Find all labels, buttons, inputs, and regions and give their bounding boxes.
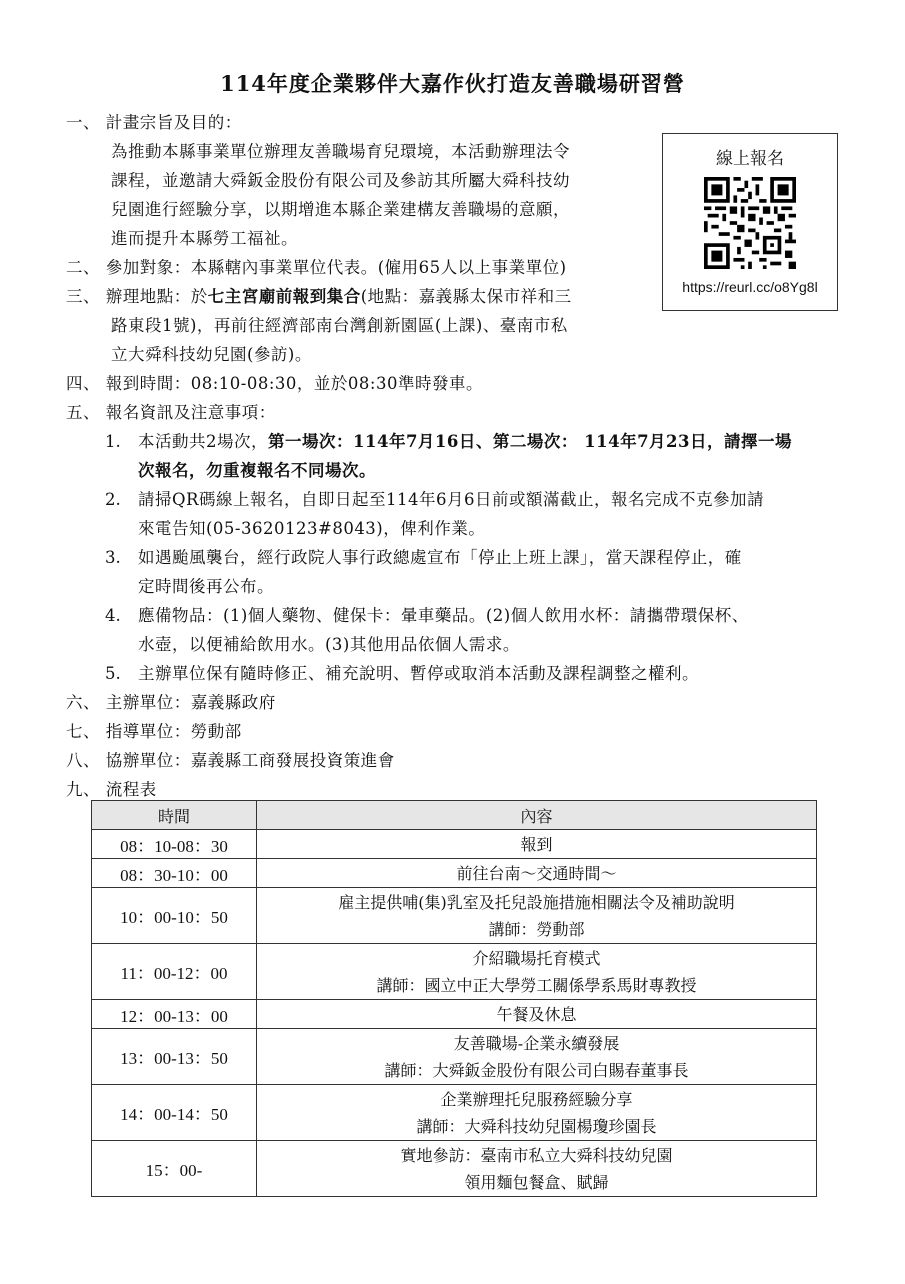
schedule-table — [91, 800, 817, 1197]
schedule-content-line: 午餐及休息 — [496, 1004, 577, 1024]
section-1-text-line: 為推動本縣事業單位辦理友善職場育兒環境，本活動辦理法令 — [111, 142, 570, 161]
section-1-text-line: 進而提升本縣勞工福祉。 — [111, 229, 298, 248]
item-number: 1. — [105, 432, 121, 451]
schedule-content-line: 介紹職場托育模式 — [472, 948, 601, 968]
table-row — [92, 1000, 817, 1029]
header-time: 時間 — [92, 801, 257, 830]
schedule-content-line: 實地參訪：臺南市私立大舜科技幼兒園 — [400, 1145, 673, 1165]
schedule-content — [257, 1141, 817, 1197]
registration-url[interactable]: https://reurl.cc/o8Yg8l — [682, 279, 818, 295]
schedule-speaker-line: 領用麵包餐盒、賦歸 — [464, 1172, 609, 1192]
table-row — [92, 830, 817, 859]
qr-code-icon[interactable] — [704, 177, 796, 269]
item-number: 5. — [105, 664, 121, 683]
schedule-time: 11：00-12：00 — [92, 944, 257, 1000]
section-8-co-organizer: 八、 協辦單位：嘉義縣工商發展投資策進會 — [66, 751, 395, 770]
section-3-location — [66, 282, 572, 311]
item-4-line2: 水壺，以便補給飲用水。(3)其他用品依個人需求。 — [138, 635, 520, 654]
item-3-line: 如遇颱風襲台，經行政院人事行政總處宣布「停止上班上課」，當天課程停止，確 — [138, 548, 742, 567]
schedule-content — [257, 830, 817, 859]
schedule-time: 08：30-10：00 — [92, 859, 257, 888]
section-3-text-line: 路東段1號)，再前往經濟部南台灣創新園區(上課)、臺南市私 — [111, 316, 568, 335]
section-9-heading: 九、 流程表 — [66, 780, 157, 799]
section-1-heading: 一、 計畫宗旨及目的： — [66, 113, 242, 132]
item-2-line2: 來電告知(05-3620123#8043)，俾利作業。 — [138, 519, 486, 538]
location-prefix: 三、 辦理地點：於 — [66, 287, 208, 306]
table-row — [92, 1085, 817, 1141]
schedule-content-line: 雇主提供哺(集)乳室及托兒設施措施相關法令及補助說明 — [338, 892, 735, 912]
schedule-time: 13：00-13：50 — [92, 1029, 257, 1085]
schedule-time: 14：00-14：50 — [92, 1085, 257, 1141]
schedule-content — [257, 1085, 817, 1141]
item-1-line — [138, 427, 792, 456]
item-4-line: 應備物品：(1)個人藥物、健保卡：暈車藥品。(2)個人飲用水杯：請攜帶環保杯、 — [138, 606, 749, 625]
section-5-heading: 五、 報名資訊及注意事項： — [66, 403, 276, 422]
item-3-line2: 定時間後再公布。 — [138, 577, 274, 596]
section-6-organizer: 六、 主辦單位：嘉義縣政府 — [66, 693, 276, 712]
schedule-speaker-line: 講師：大舜鈑金股份有限公司白賜春董事長 — [384, 1060, 689, 1080]
schedule-time: 12：00-13：00 — [92, 1000, 257, 1029]
schedule-speaker-line: 講師：大舜科技幼兒園楊瓊珍園長 — [416, 1116, 657, 1136]
schedule-time: 08：10-08：30 — [92, 830, 257, 859]
schedule-content — [257, 859, 817, 888]
schedule-content-line: 報到 — [520, 834, 553, 854]
section-1-text-line: 兒園進行經驗分享，以期增進本縣企業建構友善職場的意願， — [111, 200, 570, 219]
item-1-dates: 第一場次：114年7月16日、第二場次： 114年7月23日，請擇一場 — [268, 432, 793, 451]
table-header-row — [92, 801, 817, 830]
location-meeting-point: 七主宮廟前報到集合 — [207, 287, 361, 306]
table-row — [92, 1141, 817, 1197]
schedule-content-line: 友善職場-企業永續發展 — [453, 1033, 620, 1053]
item-1-intro: 本活動共2場次， — [138, 432, 268, 451]
item-2-line: 請掃QR碼線上報名，自即日起至114年6月6日前或額滿截止，報名完成不克參加請 — [138, 490, 764, 509]
location-address: (地點：嘉義縣太保市祥和三 — [360, 287, 572, 306]
table-row — [92, 1029, 817, 1085]
section-2-participants: 二、 參加對象：本縣轄內事業單位代表。(僱用65人以上事業單位) — [66, 258, 567, 277]
schedule-speaker-line: 講師：勞動部 — [488, 919, 585, 939]
item-number: 3. — [105, 548, 121, 567]
schedule-speaker-line: 講師：國立中正大學勞工關係學系馬財專教授 — [376, 975, 697, 995]
section-4-checkin-time: 四、 報到時間：08:10-08:30，並於08:30準時發車。 — [66, 374, 483, 393]
schedule-content — [257, 1000, 817, 1029]
schedule-time: 15：00- — [92, 1141, 257, 1197]
schedule-time: 10：00-10：50 — [92, 888, 257, 944]
schedule-content — [257, 888, 817, 944]
section-7-supervisor: 七、 指導單位：勞動部 — [66, 722, 242, 741]
table-row — [92, 944, 817, 1000]
qr-title: 線上報名 — [716, 149, 784, 168]
schedule-content-line: 前往台南～交通時間～ — [456, 863, 617, 883]
table-row — [92, 888, 817, 944]
document-title: 114年度企業夥伴大嘉作伙打造友善職場研習營 — [220, 71, 685, 96]
item-5-line: 主辦單位保有隨時修正、補充說明、暫停或取消本活動及課程調整之權利。 — [138, 664, 699, 683]
item-1-line2: 次報名，勿重複報名不同場次。 — [138, 461, 376, 480]
section-3-text-line: 立大舜科技幼兒園(參訪)。 — [111, 345, 312, 364]
schedule-content-line: 企業辦理托兒服務經驗分享 — [440, 1089, 633, 1109]
item-number: 4. — [105, 606, 121, 625]
item-number: 2. — [105, 490, 121, 509]
header-content: 內容 — [257, 801, 817, 830]
schedule-content — [257, 1029, 817, 1085]
table-row — [92, 859, 817, 888]
online-registration-box[interactable] — [662, 133, 838, 311]
section-1-text-line: 課程，並邀請大舜鈑金股份有限公司及參訪其所屬大舜科技幼 — [111, 171, 570, 190]
schedule-content — [257, 944, 817, 1000]
